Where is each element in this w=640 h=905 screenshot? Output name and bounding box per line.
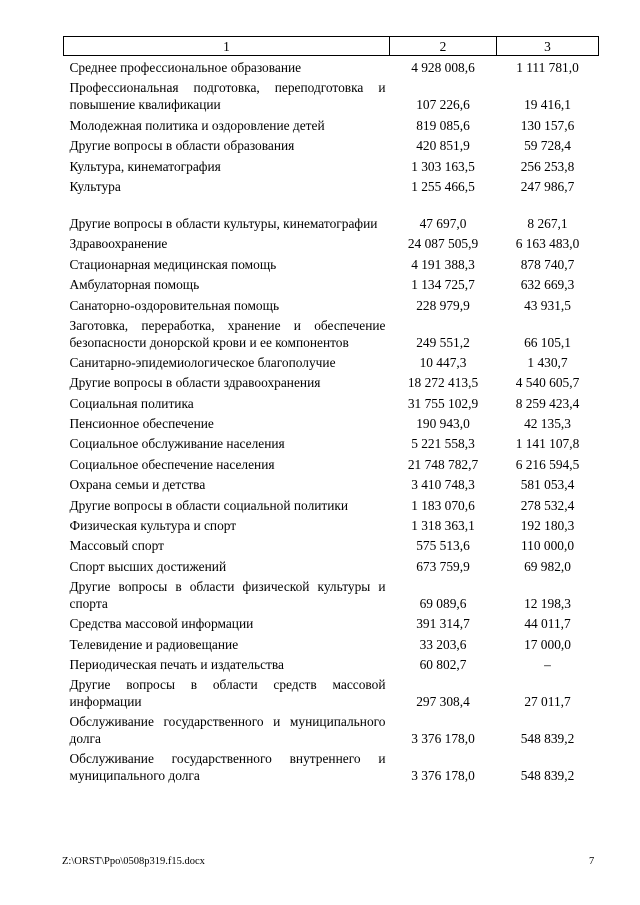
budget-table <box>63 36 599 784</box>
table-row <box>64 473 599 493</box>
row-value-col3: 43 931,5 <box>524 297 571 313</box>
row-name: Физическая культура и спорт <box>69 518 237 534</box>
header-col-2: 2 <box>390 37 497 56</box>
row-value-col3: – <box>544 656 551 672</box>
table-row <box>64 673 599 710</box>
row-value-col2: 31 755 102,9 <box>407 395 479 411</box>
row-name: Другие вопросы в области культуры, кинематографии <box>69 215 378 231</box>
row-name: Периодическая печать и издательства <box>69 656 284 672</box>
row-value-col3: 44 011,7 <box>524 616 571 632</box>
table-row <box>64 632 599 652</box>
table-row <box>64 391 599 411</box>
row-value-col2: 69 089,6 <box>419 595 467 611</box>
row-name: Другие вопросы в области средств массовой информации <box>69 676 386 709</box>
row-value-col2: 3 376 178,0 <box>411 767 475 783</box>
row-value-col3: 4 540 605,7 <box>515 375 580 391</box>
row-value-col3: 19 416,1 <box>524 97 571 113</box>
table-row <box>64 412 599 432</box>
table-row <box>64 554 599 574</box>
row-value-col2: 21 748 782,7 <box>407 456 479 472</box>
row-value-col3: 192 180,3 <box>520 518 575 534</box>
table-row <box>64 314 599 351</box>
table-row <box>64 195 599 232</box>
table-row <box>64 653 599 673</box>
row-value-col2: 3 410 748,3 <box>411 477 475 493</box>
table-row <box>64 113 599 133</box>
footer-file-path: Z:\ORST\Ppo\0508p319.f15.docx <box>62 856 205 867</box>
row-value-col3: 632 669,3 <box>520 277 575 293</box>
row-name: Молодежная политика и оздоровление детей <box>69 117 325 133</box>
row-value-col3: 27 011,7 <box>524 693 571 709</box>
table-row <box>64 76 599 113</box>
table-row <box>64 56 599 77</box>
row-name: Социальное обслуживание населения <box>69 436 285 452</box>
row-name: Другие вопросы в области физической культуры и спорта <box>69 578 386 611</box>
row-name: Другие вопросы в области образования <box>69 138 295 154</box>
row-value-col3: 8 259 423,4 <box>515 395 580 411</box>
row-name: Амбулаторная помощь <box>69 277 200 293</box>
row-value-col3: 59 728,4 <box>524 138 571 154</box>
table-header <box>64 37 599 56</box>
row-value-col2: 673 759,9 <box>416 558 470 574</box>
table-row <box>64 273 599 293</box>
row-value-col2: 60 802,7 <box>419 656 467 672</box>
table-row <box>64 575 599 612</box>
row-value-col3: 17 000,0 <box>524 636 571 652</box>
row-value-col2: 297 308,4 <box>416 693 470 709</box>
row-name: Спорт высших достижений <box>69 558 227 574</box>
row-value-col3: 110 000,0 <box>520 538 575 554</box>
row-name: Заготовка, переработка, хранение и обеспечение безопасности донорской крови и ее компонентов <box>69 317 386 350</box>
table-body <box>64 56 599 784</box>
row-name: Охрана семьи и детства <box>69 477 206 493</box>
table-row <box>64 175 599 195</box>
row-value-col2: 47 697,0 <box>419 215 467 231</box>
row-value-col3: 130 157,6 <box>520 117 575 133</box>
row-name: Профессиональная подготовка, переподготовка и повышение квалификации <box>69 80 386 113</box>
row-value-col2: 391 314,7 <box>416 616 470 632</box>
row-value-col3: 278 532,4 <box>520 497 575 513</box>
row-value-col3: 548 839,2 <box>520 767 575 783</box>
row-value-col2: 4 928 008,6 <box>411 60 475 76</box>
table-row <box>64 232 599 252</box>
row-value-col3: 12 198,3 <box>524 595 571 611</box>
row-value-col3: 581 053,4 <box>520 477 575 493</box>
row-value-col2: 18 272 413,5 <box>407 375 479 391</box>
row-name: Средства массовой информации <box>69 616 254 632</box>
row-value-col2: 1 303 163,5 <box>411 158 475 174</box>
row-name: Санаторно-оздоровительная помощь <box>69 297 280 313</box>
row-value-col3: 1 141 107,8 <box>515 436 580 452</box>
row-value-col2: 575 513,6 <box>416 538 470 554</box>
row-value-col3: 548 839,2 <box>520 730 575 746</box>
row-value-col2: 1 134 725,7 <box>411 277 475 293</box>
table-row <box>64 747 599 784</box>
table-row <box>64 134 599 154</box>
table-row <box>64 710 599 747</box>
table-row <box>64 514 599 534</box>
row-value-col2: 1 183 070,6 <box>411 497 475 513</box>
table-row <box>64 252 599 272</box>
row-name: Пенсионное обеспечение <box>69 416 214 432</box>
row-name: Социальное обеспечение населения <box>69 456 275 472</box>
row-name: Массовый спорт <box>69 538 164 554</box>
row-value-col3: 256 253,8 <box>520 158 575 174</box>
row-value-col2: 249 551,2 <box>416 334 470 350</box>
table-row <box>64 432 599 452</box>
row-value-col2: 24 087 505,9 <box>407 236 479 252</box>
row-value-col2: 107 226,6 <box>416 97 470 113</box>
row-name: Культура <box>69 178 121 194</box>
row-value-col2: 10 447,3 <box>419 354 467 370</box>
row-value-col2: 819 085,6 <box>416 117 470 133</box>
row-value-col2: 228 979,9 <box>416 297 470 313</box>
footer-page-number: 7 <box>589 856 595 867</box>
row-name: Среднее профессиональное образование <box>69 60 302 76</box>
table-row <box>64 452 599 472</box>
row-name: Другие вопросы в области социальной политики <box>69 497 349 513</box>
row-value-col2: 3 376 178,0 <box>411 730 475 746</box>
row-name: Стационарная медицинская помощь <box>69 256 277 272</box>
row-value-col3: 42 135,3 <box>524 416 571 432</box>
table-row <box>64 154 599 174</box>
row-value-col2: 1 318 363,1 <box>411 518 475 534</box>
row-name: Телевидение и радиовещание <box>69 636 239 652</box>
row-value-col3: 1 111 781,0 <box>516 60 579 76</box>
row-value-col2: 33 203,6 <box>419 636 467 652</box>
row-value-col3: 6 163 483,0 <box>515 236 580 252</box>
row-name: Санитарно-эпидемиологическое благополучие <box>69 354 336 370</box>
table-row <box>64 493 599 513</box>
row-value-col2: 420 851,9 <box>416 138 470 154</box>
row-value-col3: 878 740,7 <box>520 256 575 272</box>
row-value-col3: 66 105,1 <box>524 334 571 350</box>
row-value-col3: 8 267,1 <box>527 215 568 231</box>
table-row <box>64 371 599 391</box>
row-name: Обслуживание государственного и муниципального долга <box>69 713 386 746</box>
row-value-col3: 69 982,0 <box>524 558 571 574</box>
table-row <box>64 534 599 554</box>
header-col-1: 1 <box>64 37 390 56</box>
row-value-col3: 6 216 594,5 <box>515 456 580 472</box>
row-name: Другие вопросы в области здравоохранения <box>69 375 321 391</box>
header-col-3: 3 <box>497 37 599 56</box>
row-name: Культура, кинематография <box>69 158 221 174</box>
table-row <box>64 351 599 371</box>
row-value-col2: 4 191 388,3 <box>411 256 475 272</box>
row-value-col2: 5 221 558,3 <box>411 436 475 452</box>
table-row <box>64 612 599 632</box>
row-value-col3: 1 430,7 <box>527 354 568 370</box>
row-value-col2: 1 255 466,5 <box>411 178 475 194</box>
row-name: Социальная политика <box>69 395 194 411</box>
row-name: Здравоохранение <box>69 236 168 252</box>
row-name: Обслуживание государственного внутреннего и муниципального долга <box>69 750 386 783</box>
table-row <box>64 293 599 313</box>
row-value-col2: 190 943,0 <box>416 416 470 432</box>
row-value-col3: 247 986,7 <box>520 178 575 194</box>
